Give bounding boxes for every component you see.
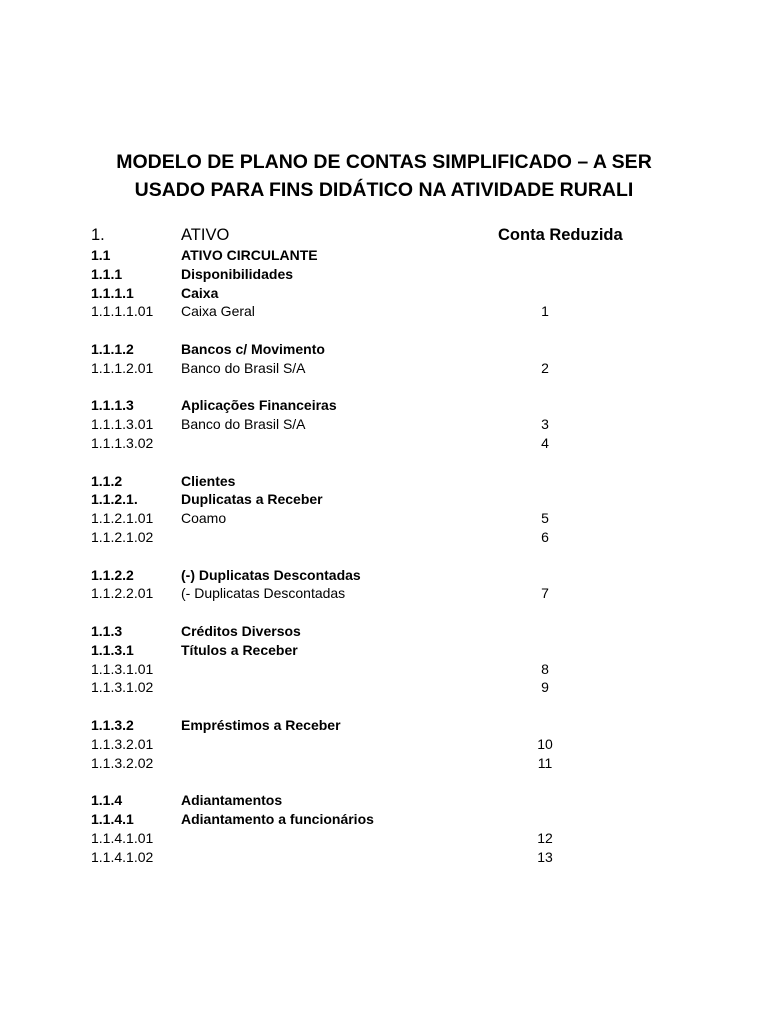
reduced-account-number: 11: [537, 754, 553, 771]
account-code: 1.1.1.3.02: [91, 434, 154, 451]
account-name: Adiantamento a funcionários: [181, 810, 374, 827]
account-code: 1.1.3.1.01: [91, 660, 154, 677]
table-row: [0, 754, 768, 773]
account-code: 1.1.2.1.: [91, 491, 138, 508]
table-row: [0, 472, 768, 491]
title-line-2: USADO PARA FINS DIDÁTICO NA ATIVIDADE RURALI: [134, 179, 634, 201]
account-name: Caixa Geral: [181, 303, 255, 320]
account-code: 1.1.2.1.01: [91, 510, 154, 527]
reduced-account-number: 4: [541, 434, 549, 451]
reduced-account-number: 9: [541, 679, 549, 696]
account-code: 1.1.1: [91, 265, 123, 282]
account-code: 1.1.1.1.01: [91, 303, 154, 320]
account-code: 1.1.3.1: [91, 641, 134, 658]
header-reduced-account: Conta Reduzida: [498, 226, 623, 244]
table-row: [0, 622, 768, 641]
table-row: [0, 810, 768, 829]
account-code: 1.1.3.2.01: [91, 735, 154, 752]
account-code: 1.1.1.3: [91, 397, 134, 414]
title-line-1: MODELO DE PLANO DE CONTAS SIMPLIFICADO – A SER: [116, 151, 652, 173]
account-name: Aplicações Financeiras: [181, 397, 337, 414]
reduced-account-number: 13: [537, 848, 553, 865]
blank-row: [0, 453, 768, 472]
reduced-account-number: 7: [541, 585, 549, 602]
table-row: [0, 246, 768, 265]
table-row: [0, 641, 768, 660]
table-row: [0, 396, 768, 415]
table-row: [0, 735, 768, 754]
account-name: Adiantamentos: [181, 792, 283, 809]
reduced-account-number: 5: [541, 510, 549, 527]
account-list: [0, 246, 768, 866]
reduced-account-number: 6: [541, 528, 549, 545]
account-code: 1.1.1.3.01: [91, 416, 154, 433]
table-row: [0, 359, 768, 378]
account-code: 1.1.4.1.01: [91, 829, 154, 846]
reduced-account-number: 3: [541, 416, 549, 433]
table-row: [0, 434, 768, 453]
account-code: 1.1.2.2: [91, 566, 134, 583]
table-header: [0, 226, 768, 248]
account-code: 1.1.4.1.02: [91, 848, 154, 865]
account-code: 1.1.2.2.01: [91, 585, 154, 602]
account-code: 1.1.1.2.01: [91, 359, 154, 376]
account-name: Coamo: [181, 510, 227, 527]
table-row: [0, 678, 768, 697]
account-name: Banco do Brasil S/A: [181, 416, 306, 433]
account-name: (- Duplicatas Descontadas: [181, 585, 346, 602]
table-row: [0, 265, 768, 284]
account-name: Bancos c/ Movimento: [181, 340, 325, 357]
account-code: 1.1.2: [91, 472, 123, 489]
account-code: 1.1: [91, 247, 111, 263]
account-name: Clientes: [181, 472, 236, 489]
reduced-account-number: 12: [537, 829, 553, 846]
table-row: [0, 340, 768, 359]
reduced-account-number: 8: [541, 660, 549, 677]
account-code: 1.1.4.1: [91, 810, 134, 827]
table-row: [0, 528, 768, 547]
blank-row: [0, 378, 768, 397]
account-name: (-) Duplicatas Descontadas: [181, 566, 361, 583]
account-name: Duplicatas a Receber: [181, 491, 323, 508]
account-name: ATIVO CIRCULANTE: [181, 247, 318, 263]
account-name: Títulos a Receber: [181, 641, 298, 658]
table-row: [0, 509, 768, 528]
blank-row: [0, 547, 768, 566]
table-row: [0, 490, 768, 509]
account-code: 1.1.3.2.02: [91, 754, 154, 771]
account-code: 1.1.3: [91, 622, 123, 639]
account-code: 1.1.1.1: [91, 284, 134, 301]
blank-row: [0, 603, 768, 622]
reduced-account-number: 2: [541, 359, 549, 376]
account-name: Banco do Brasil S/A: [181, 359, 306, 376]
table-row: [0, 566, 768, 585]
account-name: Disponibilidades: [181, 265, 294, 282]
account-name: Empréstimos a Receber: [181, 716, 341, 733]
table-row: [0, 302, 768, 321]
blank-row: [0, 697, 768, 716]
account-code: 1.1.3.1.02: [91, 679, 154, 696]
table-row: [0, 415, 768, 434]
table-row: [0, 660, 768, 679]
table-row: [0, 848, 768, 867]
reduced-account-number: 10: [537, 735, 553, 752]
reduced-account-number: 1: [541, 303, 549, 320]
account-code: 1.1.2.1.02: [91, 528, 154, 545]
table-row: [0, 716, 768, 735]
document-title: [60, 148, 708, 204]
table-row: [0, 791, 768, 810]
table-row: [0, 584, 768, 603]
account-code: 1.1.3.2: [91, 716, 134, 733]
table-row: [0, 829, 768, 848]
account-code: 1.1.1.2: [91, 340, 134, 357]
header-name: ATIVO: [181, 226, 230, 244]
header-code: 1.: [91, 226, 105, 244]
account-name: Caixa: [181, 284, 219, 301]
blank-row: [0, 321, 768, 340]
account-name: Créditos Diversos: [181, 622, 301, 639]
account-code: 1.1.4: [91, 792, 123, 809]
blank-row: [0, 772, 768, 791]
table-row: [0, 284, 768, 303]
